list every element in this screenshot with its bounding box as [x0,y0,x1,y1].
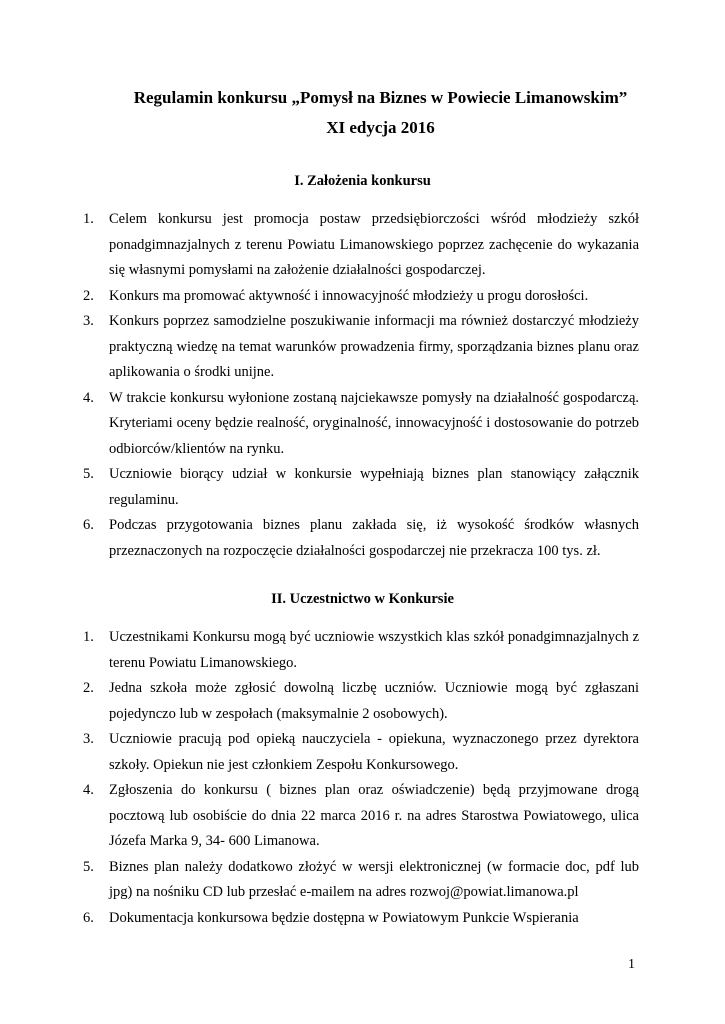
list-item-number: 5. [83,466,94,482]
list-item-text: Uczniowie pracują pod opieką nauczyciela - opiekuna, wyznaczonego przez dyrektora szkoły. Opiekun nie jest członkiem Zespołu Konkursowego. [109,731,639,773]
list-item-text: Uczestnikami Konkursu mogą być uczniowie wszystkich klas szkół ponadgimnazjalnych z terenu Powiatu Limanowskiego. [109,629,639,671]
list-item-text: Dokumentacja konkursowa będzie dostępna w Powiatowym Punkcie Wspierania [109,909,579,926]
section-heading-zalozenia: I. Założenia konkursu [294,173,431,189]
document-edition: XI edycja 2016 [326,118,435,137]
section2-list [0,625,725,931]
section1-list [0,207,725,564]
section-heading-uczestnictwo: II. Uczestnictwo w Konkursie [271,591,454,607]
page-number: 1 [628,957,635,972]
list-item-number: 6. [83,909,94,926]
list-item-number: 3. [83,731,94,747]
list-item [0,309,639,386]
list-item [0,462,639,513]
list-item [0,906,639,932]
list-item-number: 5. [83,858,94,875]
list-item-text: Uczniowie biorący udział w konkursie wypełniają biznes plan stanowiący załącznik regulaminu. [109,466,639,508]
list-item [0,284,639,310]
list-item-number: 1. [83,211,94,227]
list-item-number: 2. [83,680,94,696]
list-item [0,207,639,284]
list-item-text: Celem konkursu jest promocja postaw przedsiębiorczości wśród młodzieży szkół ponadgimnazjalnych z terenu Powiatu Limanowskiego poprzez zachęcenie do wykazania się własnymi pomysłami na założenie działalności gospodarczej. [109,211,639,278]
list-item-number: 4. [83,389,94,406]
list-item-number: 6. [83,517,94,533]
list-item-number: 2. [83,287,94,304]
list-item [0,513,639,564]
list-item-text: Biznes plan należy dodatkowo złożyć w wersji elektronicznej (w formacie doc, pdf lub jpg) na nośniku CD lub przesłać e-mailem na adres rozwoj@powiat.limanowa.pl [109,858,639,900]
list-item [0,855,639,906]
list-item [0,778,639,855]
list-item-text: Konkurs ma promować aktywność i innowacyjność młodzieży u progu dorosłości. [109,287,589,304]
list-item-text: W trakcie konkursu wyłonione zostaną najciekawsze pomysły na działalność gospodarczą. Kryteriami oceny będzie realność, oryginalność, innowacyjność i dostosowanie do potrzeb odbiorców/klientów na rynku. [109,389,639,457]
list-item-text: Konkurs poprzez samodzielne poszukiwanie informacji ma również dostarczyć młodzieży praktyczną wiedzę na temat warunków prowadzenia firmy, sporządzania biznes planu oraz aplikowania o środki unijne. [109,313,639,380]
list-item-number: 3. [83,313,94,329]
list-item-text: Jedna szkoła może zgłosić dowolną liczbę uczniów. Uczniowie mogą być zgłaszani pojedynczo lub w zespołach (maksymalnie 2 osobowych). [109,680,639,722]
list-item-text: Zgłoszenia do konkursu ( biznes plan oraz oświadczenie) będą przyjmowane drogą pocztową lub osobiście do dnia 22 marca 2016 r. na adres Starostwa Powiatowego, ulica Józefa Marka 9, 34- 600 Limanowa. [109,782,639,849]
list-item [0,386,639,463]
list-item-number: 4. [83,782,94,798]
document-title: Regulamin konkursu „Pomysł na Biznes w Powiecie Limanowskim” [133,88,628,107]
list-item [0,625,639,676]
list-item [0,727,639,778]
list-item [0,676,639,727]
list-item-text: Podczas przygotowania biznes planu zakłada się, iż wysokość środków własnych przeznaczonych na rozpoczęcie działalności gospodarczej nie przekracza 100 tys. zł. [109,517,639,559]
list-item-number: 1. [83,629,94,645]
